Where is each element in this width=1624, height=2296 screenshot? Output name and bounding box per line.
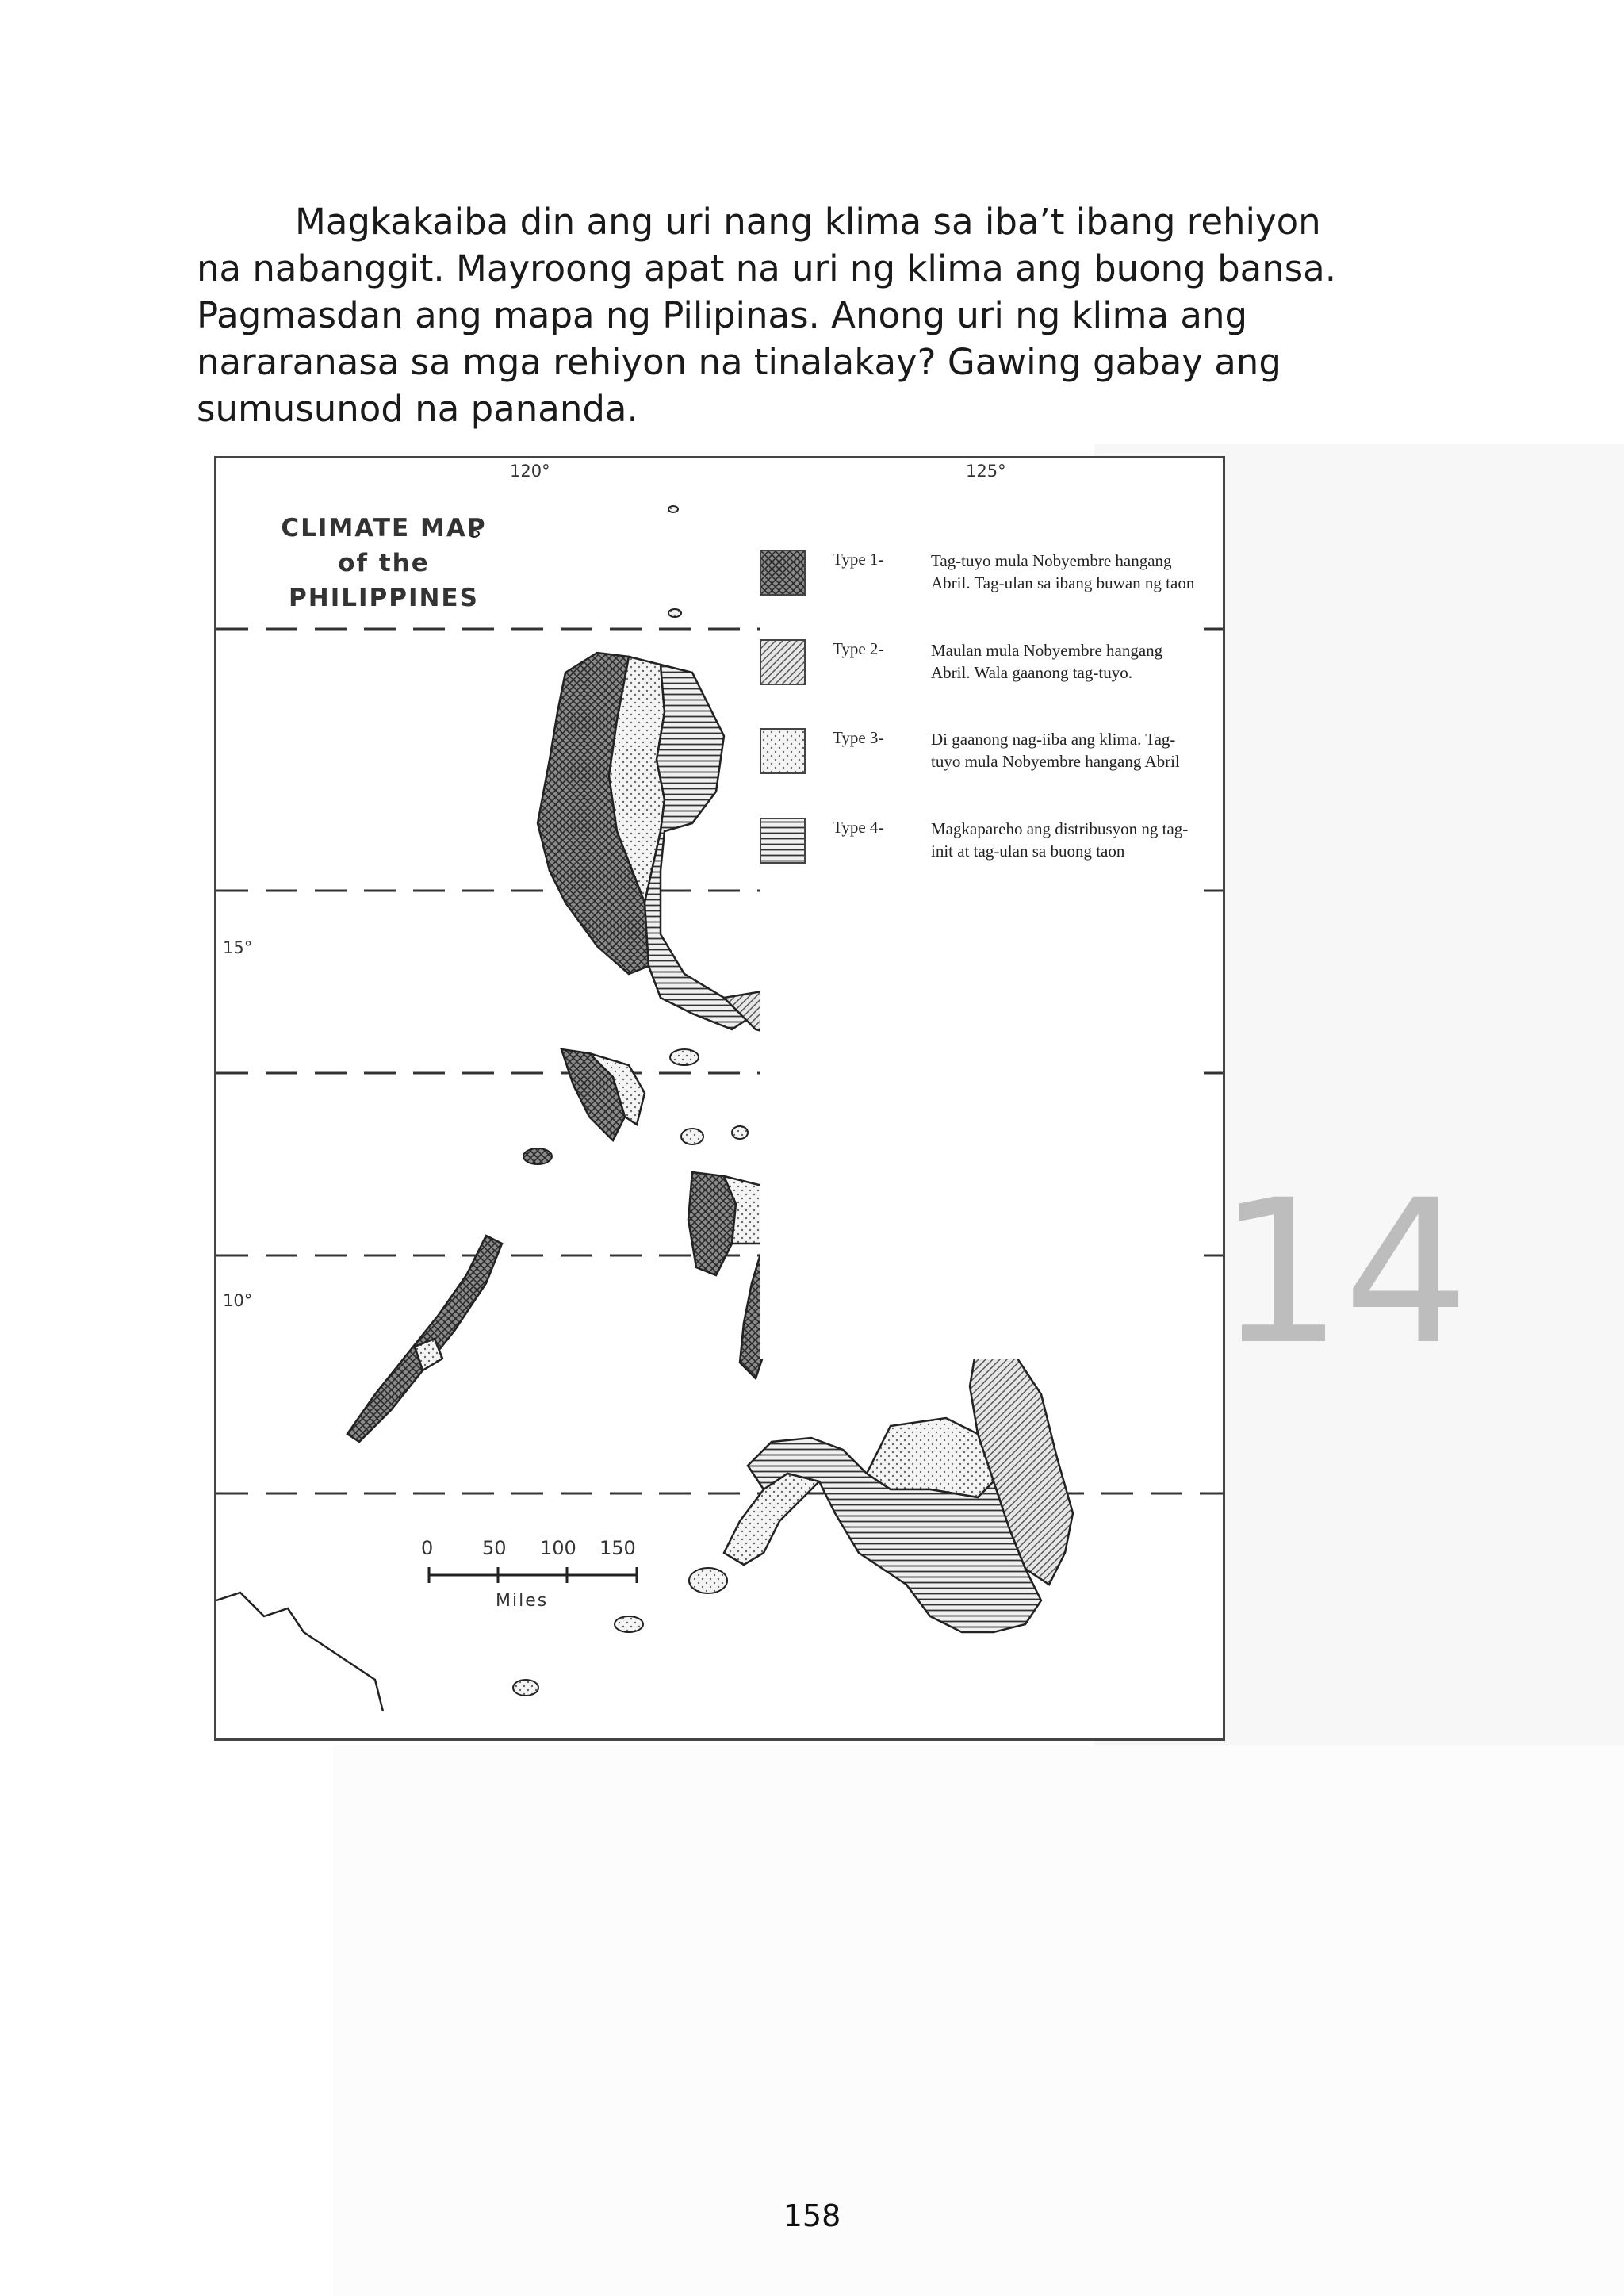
latitude-label: 15° xyxy=(223,938,253,957)
paragraph-line: na nabanggit. Mayroong apat na uri ng klima ang buong bansa. xyxy=(197,247,1337,289)
scale-tick-label: 50 xyxy=(482,1537,507,1559)
map-title xyxy=(269,511,499,615)
mindoro xyxy=(561,1049,645,1140)
legend-type-label: Type 2- xyxy=(833,639,884,658)
legend-swatch-dots xyxy=(760,728,806,774)
paragraph-line: Pagmasdan ang mapa ng Pilipinas. Anong uri ng klima ang xyxy=(197,294,1248,336)
palawan xyxy=(347,1236,502,1442)
scale-tick-label: 150 xyxy=(599,1537,636,1559)
watermark-number: 14 xyxy=(1217,1157,1470,1388)
legend-swatch-diagonal xyxy=(760,639,806,685)
paragraph-line: nararanasa sa mga rehiyon na tinalakay? Gawing gabay ang xyxy=(197,341,1281,383)
legend-description: Magkapareho ang distribusyon ng tag-init at tag-ulan sa buong taon xyxy=(931,819,1189,861)
paragraph-line: Magkakaiba din ang uri nang klima sa iba’t ibang rehiyon xyxy=(295,201,1321,243)
legend-type-label: Type 1- xyxy=(833,550,884,569)
scale-unit-label: Miles xyxy=(496,1591,549,1611)
longitude-label: 120° xyxy=(510,462,550,481)
map-title-line: PHILIPPINES xyxy=(289,584,479,612)
legend-description: Di gaanong nag-iiba ang klima. Tag-tuyo mula Nobyembre hangang Abril xyxy=(931,730,1180,771)
coastline xyxy=(216,1593,383,1711)
legend-swatch-crosshatch xyxy=(760,550,806,596)
scale-tick-label: 0 xyxy=(421,1537,434,1559)
legend-type-label: Type 3- xyxy=(833,728,884,747)
scale-tick-label: 100 xyxy=(540,1537,576,1559)
longitude-label: 125° xyxy=(966,462,1006,481)
climate-map xyxy=(214,456,1225,1741)
map-title-line: CLIMATE MAP xyxy=(281,514,487,542)
intro-paragraph xyxy=(197,198,1434,432)
map-title-line: of the xyxy=(338,549,430,577)
legend-description: Tag-tuyo mula Nobyembre hangang Abril. Tag-ulan sa ibang buwan ng taon xyxy=(931,551,1195,592)
paragraph-line: sumusunod na pananda. xyxy=(197,388,638,430)
legend-type-label: Type 4- xyxy=(833,818,884,837)
scale-bar xyxy=(429,1567,637,1583)
legend-swatch-horizontal xyxy=(760,818,806,864)
latitude-label: 10° xyxy=(223,1291,253,1310)
climate-legend xyxy=(760,550,1204,1359)
page-number: 158 xyxy=(783,2198,841,2233)
mindanao xyxy=(724,1339,1073,1632)
legend-description: Maulan mula Nobyembre hangang Abril. Wala gaanong tag-tuyo. xyxy=(931,641,1163,682)
